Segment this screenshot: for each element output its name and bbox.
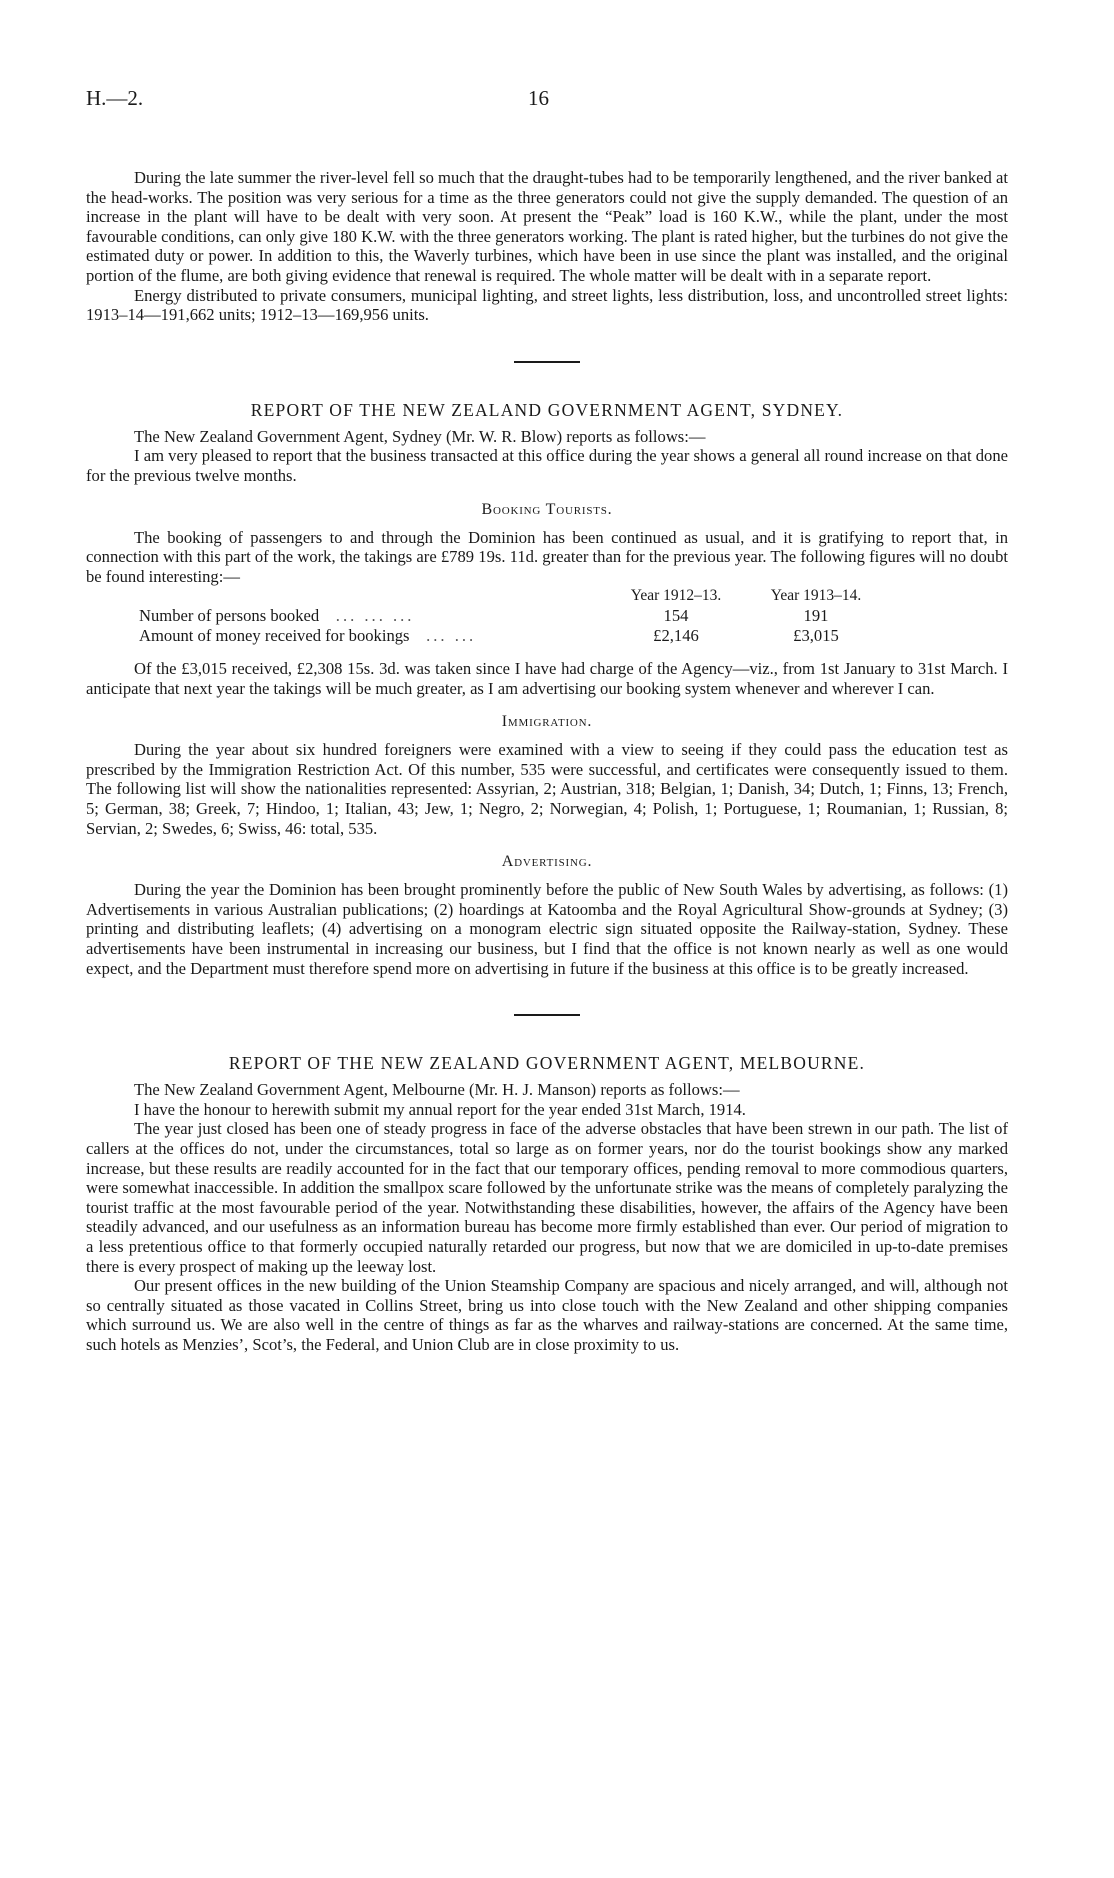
intro-paragraph-1: During the late summer the river-level fell so much that the draught-tubes had to be temporarily lengthened, and the river banked at the head-works. The position was very serious for a time as the three generators could not give the supply demanded. The question of an increase in the plant will have to be dealt with very soon. At present the “Peak” load is 160 K.W., while the plant, under the most favourable conditions, can only give 180 K.W. with the three generators working. The plant is rated higher, but the turbines do not give the estimated duty or power. In addition to this, the Waverly turbines, which have been in use since the plant was installed, and the original portion of the flume, are both giving evidence that renewal is required. The whole matter will be dealt with in a separate report. (86, 168, 1008, 285)
row-label: Amount of money received for bookings (139, 625, 410, 645)
sydney-intro: The New Zealand Government Agent, Sydney (Mr. W. R. Blow) reports as follows:— (134, 426, 706, 446)
melbourne-paragraph-3: Our present offices in the new building of the Union Steamship Company are spacious and nicely arranged, and will, although not so centrally situated as those vacated in Collins Street, bring us into close touch with the New Zealand and other shipping companies which surround us. We are also well in the centre of things as far as the wharves and railway-stations are concerned. At the same time, such hotels as Menzies’, Scot’s, the Federal, and Union Club are in close proximity to us. (86, 1276, 1008, 1354)
section-divider (514, 361, 580, 363)
advertising-paragraph: During the year the Dominion has been brought prominently before the public of New South Wales by advertising, as follows: (1) Advertisements in various Australian publications; (2) hoardings at Katoomba and the Royal Agricultural Show-grounds at Sydney; (3) printing and distributing leaflets; (4) advertising on a monogram electric sign situated opposite the Railway-station, Sydney. These advertisements have been instrumental in increasing our business, but I find that the office is not known nearly as well as one would expect, and the Department must therefore spend more on advertising in future if the business at this office is to be greatly increased. (86, 880, 1008, 978)
advertising-heading: Advertising. (501, 853, 593, 871)
row-value-1912-13: 154 (663, 605, 689, 625)
melbourne-intro: The New Zealand Government Agent, Melbourne (Mr. H. J. Manson) reports as follows:— (134, 1080, 740, 1100)
melbourne-report-title: REPORT OF THE NEW ZEALAND GOVERNMENT AGENT, MELBOURNE. (228, 1053, 866, 1074)
page-header (86, 86, 1008, 126)
col-year-1912-13: Year 1912–13. (630, 587, 722, 605)
melbourne-report (86, 1052, 1008, 1354)
leader-dots: ... ... (426, 625, 477, 645)
sydney-report (86, 399, 1008, 978)
melbourne-paragraph-2: The year just closed has been one of steady progress in face of the adverse obstacles that have been strewn in our path. The list of callers at the offices do not, under the circumstances, total so large as on former years, nor do the tourist bookings show any marked increase, but these results are readily accounted for in the fact that our temporary offices, pending removal to more commodious quarters, were somewhat inaccessible. In addition the smallpox scare followed by the unfortunate strike was the means of completely paralyzing the tourist traffic at the most favourable period of the year. Notwithstanding these disabilities, however, the affairs of the Agency have been steadily advanced, and our usefulness as an information bureau has become more firmly established than ever. Our period of migration to a less pretentious office to that formerly occupied naturally retarded our progress, but now that we are domiciled in up-to-date premises there is every prospect of making up the leeway lost. (86, 1119, 1008, 1276)
booking-stats-table (86, 586, 1008, 645)
table-row (86, 606, 1008, 626)
immigration-paragraph: During the year about six hundred foreigners were examined with a view to seeing if they could pass the education test as prescribed by the Immigration Restriction Act. Of this number, 535 were successful, and certificates were consequently issued to them. The following list will show the nationalities represented: Assyrian, 2; Austrian, 318; Belgian, 1; Danish, 34; Dutch, 1; Finns, 13; French, 5; German, 38; Greek, 7; Hindoo, 1; Italian, 43; Jew, 1; Negro, 2; Norwegian, 4; Polish, 1; Portuguese, 1; Roumanian, 1; Russian, 8; Servian, 2; Swedes, 6; Swiss, 46: total, 535. (86, 740, 1008, 838)
booking-tourists-heading: Booking Tourists. (481, 500, 613, 518)
intro-paragraph-2: Energy distributed to private consumers, municipal lighting, and street lights, less distribution, loss, and uncontrolled street lights: 1913–14—191,662 units; 1912–13—169,956 units. (86, 285, 1008, 325)
sydney-opening: I am very pleased to report that the business transacted at this office during the year shows a general all round increase on that done for the previous twelve months. (86, 446, 1008, 485)
row-value-1912-13: £2,146 (653, 625, 699, 645)
row-value-1913-14: £3,015 (793, 625, 839, 645)
melbourne-paragraph-1: I have the honour to herewith submit my annual report for the year ended 31st March, 1914. (134, 1099, 746, 1119)
row-value-1913-14: 191 (803, 605, 829, 625)
page-number: 16 (528, 86, 549, 110)
section-divider (514, 1014, 580, 1016)
immigration-heading: Immigration. (501, 713, 593, 731)
leader-dots: ... ... ... (335, 605, 415, 625)
col-year-1913-14: Year 1913–14. (770, 587, 862, 605)
row-label: Number of persons booked (139, 605, 320, 625)
booking-after-paragraph: Of the £3,015 received, £2,308 15s. 3d. was taken since I have had charge of the Agency—viz., from 1st January to 31st March. I anticipate that next year the takings will be much greater, as I am advertising our booking system whenever and wherever I can. (86, 659, 1008, 698)
booking-paragraph: The booking of passengers to and through the Dominion has been continued as usual, and it is gratifying to report that, in connection with this part of the work, the takings are £789 19s. 11d. greater than for the previous year. The following figures will no doubt be found interesting:— (86, 527, 1008, 586)
table-row (86, 626, 1008, 646)
document-code: H.—2. (86, 86, 144, 110)
booking-stats-header (86, 586, 1008, 606)
intro-section (86, 168, 1008, 325)
sydney-report-title: REPORT OF THE NEW ZEALAND GOVERNMENT AGENT, SYDNEY. (250, 399, 844, 420)
